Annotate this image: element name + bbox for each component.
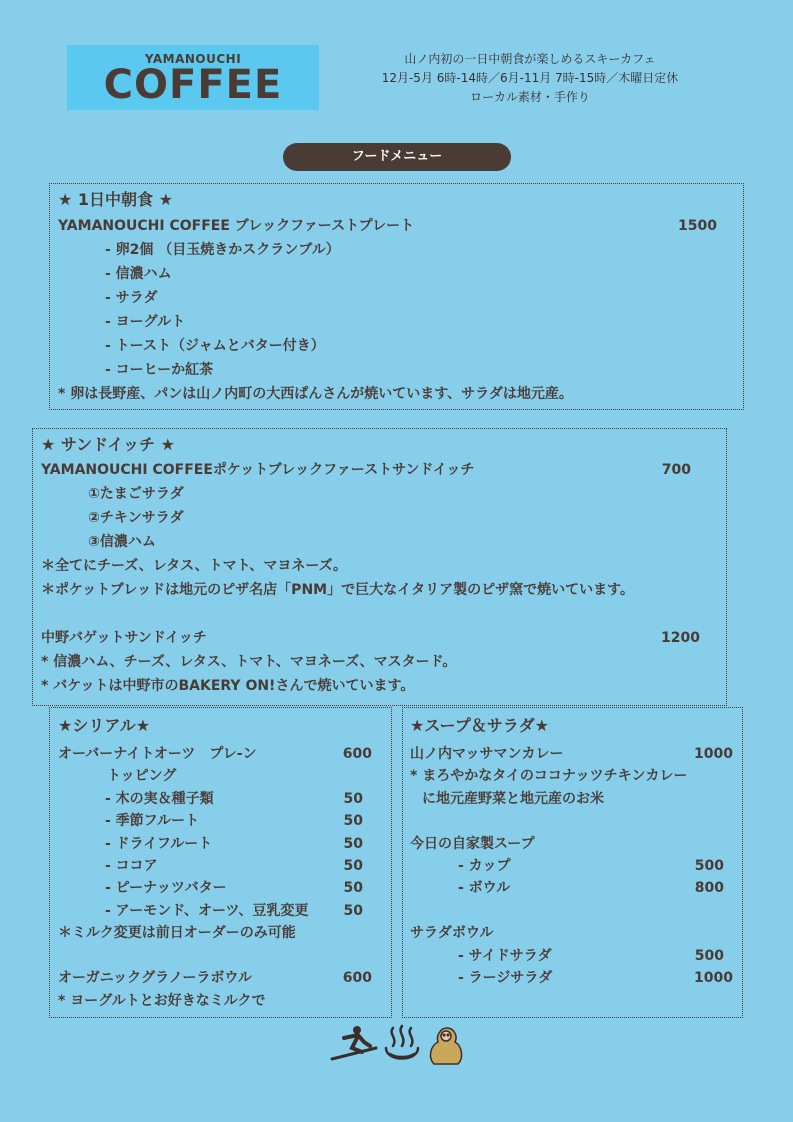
breakfast-note: * 卵は長野産、パンは山ノ内町の大西ぱんさんが焼いています、サラダは地元産。 bbox=[58, 386, 573, 402]
cereal-item-granola: オーガニックグラノーラボウル bbox=[58, 970, 252, 986]
topping-price: 50 bbox=[343, 858, 363, 874]
header-tagline: 山ノ内初の一日中朝食が楽しめるスキーカフェ bbox=[404, 52, 656, 66]
sandwich-option: ③信濃ハム bbox=[88, 534, 156, 550]
salad-size-price: 1000 bbox=[694, 970, 733, 986]
soup-title: ★スープ＆サラダ★ bbox=[410, 716, 549, 735]
cereal-item-oats: オーバーナイトオーツ プレ-ン bbox=[58, 746, 257, 762]
logo bbox=[67, 45, 319, 110]
breakfast-price: 1500 bbox=[678, 218, 717, 234]
topping-label: トッピング bbox=[107, 768, 177, 784]
soup-price-curry: 1000 bbox=[694, 746, 733, 762]
topping-price: 50 bbox=[343, 813, 363, 829]
sandwich-note: * 信濃ハム、チーズ、レタス、トマト、マヨネーズ、マスタード。 bbox=[41, 654, 457, 670]
breakfast-item: YAMANOUCHI COFFEE ブレックファーストプレート bbox=[58, 218, 415, 234]
soup-size-price: 500 bbox=[694, 858, 724, 874]
breakfast-component: - 信濃ハム bbox=[105, 266, 172, 282]
topping-name: - 季節フルート bbox=[105, 813, 200, 829]
breakfast-component: - 卵2個 （目玉焼きかスクランブル） bbox=[105, 242, 340, 258]
sandwich-note: * バケットは中野市のBAKERY ON!さんで焼いています。 bbox=[41, 678, 415, 694]
skier-icon bbox=[332, 1026, 376, 1059]
breakfast-component: - コーヒーか紅茶 bbox=[105, 362, 214, 378]
soup-size-price: 800 bbox=[694, 880, 724, 896]
header-local: ローカル素材・手作り bbox=[470, 90, 590, 104]
cereal-title: ★シリアル★ bbox=[58, 716, 151, 735]
topping-price: 50 bbox=[343, 880, 363, 896]
salad-size-name: - サイドサラダ bbox=[458, 948, 552, 964]
topping-price: 50 bbox=[343, 791, 363, 807]
sandwich-note: ＊全てにチーズ、レタス、トマト、マヨネーズ。 bbox=[41, 558, 348, 574]
menu-title: フードメニュー bbox=[283, 143, 511, 171]
topping-name: - アーモンド、オーツ、豆乳変更 bbox=[105, 903, 309, 919]
soup-size-name: - ボウル bbox=[458, 880, 511, 896]
onsen-icon bbox=[386, 1026, 418, 1059]
logo-small-text: YAMANOUCHI bbox=[144, 52, 242, 66]
sandwich-item-pocket: YAMANOUCHI COFFEEポケットブレックファーストサンドイッチ bbox=[41, 462, 475, 478]
sandwich-note: ＊ポケットブレッドは地元のピザ名店「PNM」で巨大なイタリア製のピザ窯で焼いています。 bbox=[41, 582, 634, 598]
topping-name: - ドライフルート bbox=[105, 836, 213, 852]
soup-note: * まろやかなタイのココナッツチキンカレー bbox=[410, 768, 688, 784]
topping-price: 50 bbox=[343, 903, 363, 919]
soup-item-curry: 山ノ内マッサマンカレー bbox=[410, 746, 564, 762]
logo-big-text: COFFEE bbox=[103, 62, 283, 108]
topping-name: - ピーナッツバター bbox=[105, 880, 227, 896]
soup-note: に地元産野菜と地元産のお米 bbox=[422, 791, 604, 807]
cereal-price-granola: 600 bbox=[342, 970, 372, 986]
breakfast-component: - トースト（ジャムとバター付き） bbox=[105, 338, 325, 354]
soup-item-daily: 今日の自家製スープ bbox=[410, 836, 535, 852]
header-info bbox=[345, 50, 715, 107]
cereal-note: ＊ミルク変更は前日オーダーのみ可能 bbox=[58, 925, 296, 941]
header-hours: 12月-5月 6時-14時／6月-11月 7時-15時／木曜日定休 bbox=[381, 71, 679, 85]
snow-monkey-icon bbox=[431, 1028, 462, 1064]
topping-name: - 木の実＆種子類 bbox=[105, 791, 214, 807]
sandwich-price-pocket: 700 bbox=[661, 462, 691, 478]
cereal-note: * ヨーグルトとお好きなミルクで bbox=[58, 993, 266, 1009]
breakfast-title: ★ 1日中朝食 ★ bbox=[58, 190, 173, 209]
sandwich-option: ②チキンサラダ bbox=[88, 510, 184, 526]
cereal-price-oats: 600 bbox=[342, 746, 372, 762]
salad-size-price: 500 bbox=[694, 948, 724, 964]
topping-name: - ココア bbox=[105, 858, 158, 874]
soup-salad-section bbox=[402, 707, 743, 1018]
salad-item: サラダボウル bbox=[410, 925, 494, 941]
sandwich-section bbox=[32, 428, 727, 706]
breakfast-component: - ヨーグルト bbox=[105, 314, 186, 330]
breakfast-section bbox=[49, 183, 744, 410]
salad-size-name: - ラージサラダ bbox=[458, 970, 553, 986]
sandwich-option: ①たまごサラダ bbox=[88, 486, 184, 502]
cereal-section bbox=[49, 707, 392, 1018]
sandwich-item-baguette: 中野バゲットサンドイッチ bbox=[41, 630, 207, 646]
soup-size-name: - カップ bbox=[458, 858, 511, 874]
sandwich-price-baguette: 1200 bbox=[661, 630, 700, 646]
footer-icons bbox=[330, 1024, 465, 1066]
breakfast-component: - サラダ bbox=[105, 290, 158, 306]
sandwich-title: ★ サンドイッチ ★ bbox=[41, 435, 175, 454]
topping-price: 50 bbox=[343, 836, 363, 852]
